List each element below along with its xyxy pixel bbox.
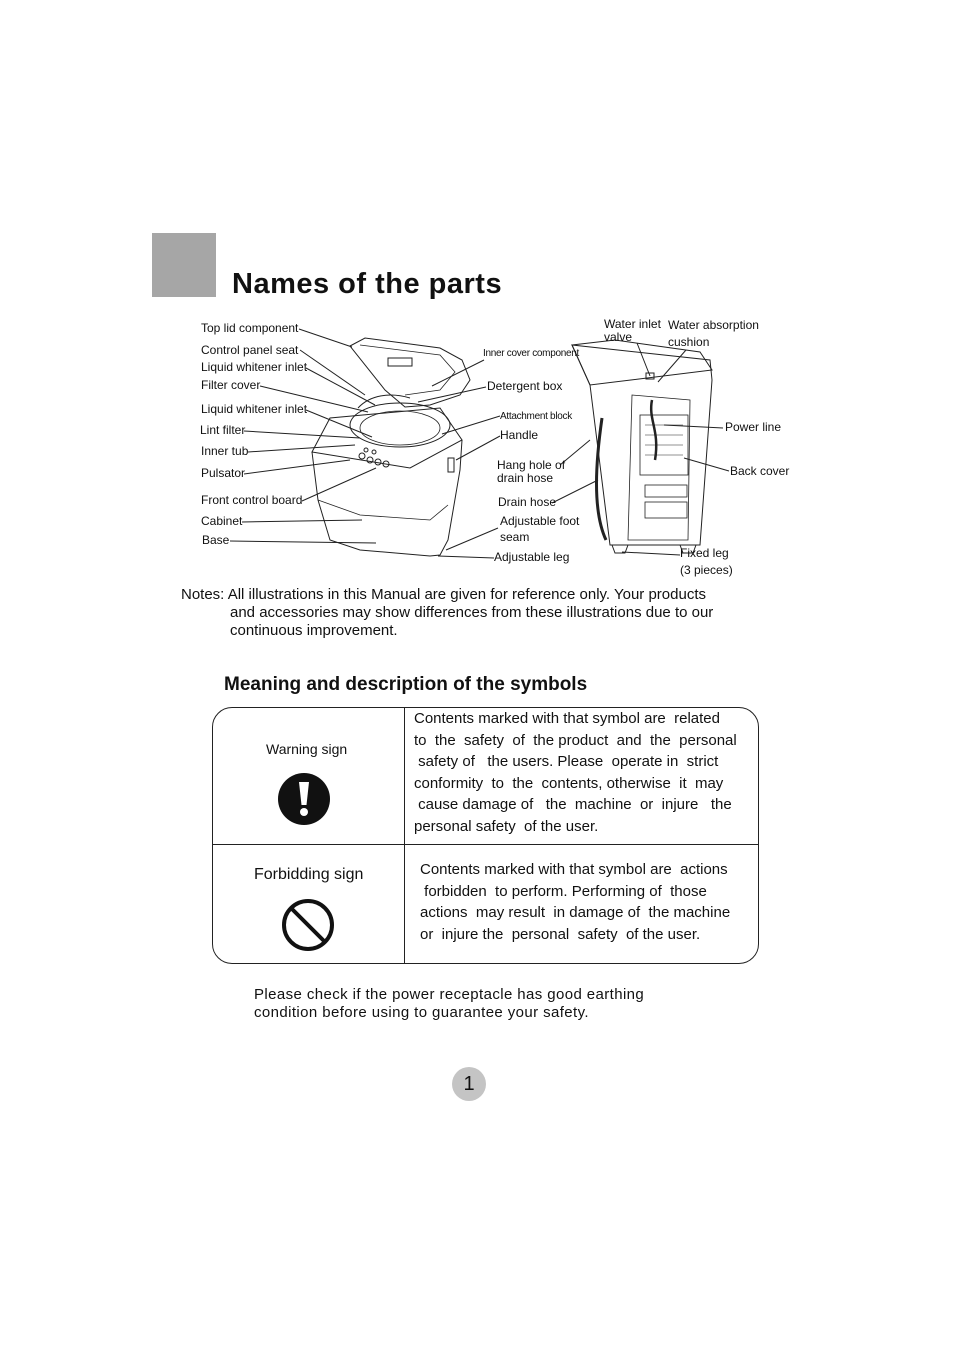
label-inner-cover-component: Inner cover component <box>483 348 579 359</box>
notes-paragraph <box>181 586 781 640</box>
warning-desc-line: personal safety of the user. <box>414 817 599 835</box>
warning-desc-line: safety of the users. Please operate in strict <box>414 753 719 770</box>
label-adjustable-leg: Adjustable leg <box>494 550 570 564</box>
front-machine-tub <box>350 403 450 447</box>
label-power-line: Power line <box>725 420 782 434</box>
warning-desc-line: conformity to the contents, otherwise it may <box>414 774 724 792</box>
page-title: Names of the parts <box>232 268 503 300</box>
washing-machine-diagram <box>0 0 954 600</box>
label-water-absorption-cushion-line2: cushion <box>668 335 710 349</box>
table-row-divider <box>212 844 759 845</box>
label-fixed-leg: Fixed leg <box>680 546 729 560</box>
forbidding-desc-line: actions may result in damage of the machine <box>420 904 731 921</box>
safety-note-line-1: Please check if the power receptacle has good earthing <box>254 986 645 1003</box>
label-base: Base <box>202 533 230 547</box>
label-hang-hole-line2: drain hose <box>497 471 554 485</box>
table-column-divider <box>404 707 405 964</box>
label-adjustable-foot-line2: seam <box>500 530 530 544</box>
label-back-cover: Back cover <box>730 464 790 478</box>
warning-desc-line: cause damage of the machine or injure the <box>414 796 732 813</box>
safety-note <box>254 986 644 1022</box>
warning-sign-description <box>414 708 737 837</box>
forbidding-desc-line: forbidden to perform. Performing of those <box>420 882 707 900</box>
front-machine-cabinet <box>312 440 462 556</box>
notes-line-1: Notes: All illustrations in this Manual are given for reference only. Your products <box>181 586 706 603</box>
label-pulsator: Pulsator <box>201 466 246 480</box>
page-number: 1 <box>452 1067 486 1101</box>
warning-desc-line: to the safety of the product and the personal <box>414 731 737 749</box>
label-control-panel-seat: Control panel seat <box>201 343 299 357</box>
label-inner-tub: Inner tub <box>201 444 249 458</box>
label-lint-filter: Lint filter <box>200 423 246 437</box>
label-attachment-block: Attachment block <box>500 411 572 422</box>
label-top-lid-component: Top lid component <box>201 321 299 335</box>
label-liquid-whitener-inlet-2: Liquid whitener inlet <box>201 402 308 416</box>
label-drain-hose: Drain hose <box>498 495 557 509</box>
label-water-inlet-valve-line2: valve <box>604 330 633 344</box>
label-front-control-board: Front control board <box>201 493 303 507</box>
label-fixed-leg-line2: (3 pieces) <box>680 563 733 577</box>
label-liquid-whitener-inlet-1: Liquid whitener inlet <box>201 360 308 374</box>
prohibition-circle-icon <box>281 897 335 953</box>
front-machine-lid <box>350 338 470 407</box>
label-cabinet: Cabinet <box>201 514 243 528</box>
forbidding-sign-description <box>420 859 730 945</box>
notes-line-3: continuous improvement. <box>230 622 398 639</box>
label-filter-cover: Filter cover <box>201 378 261 392</box>
label-water-absorption-cushion: Water absorption <box>668 318 759 332</box>
forbidding-desc-line: Contents marked with that symbol are actions <box>420 861 728 878</box>
label-hang-hole: Hang hole of <box>497 458 566 472</box>
forbidding-desc-line: or injure the personal safety of the user. <box>420 925 701 943</box>
exclamation-circle-icon <box>277 772 331 826</box>
symbols-heading: Meaning and description of the symbols <box>224 674 588 695</box>
label-water-inlet-valve: Water inlet <box>604 317 661 331</box>
label-detergent-box: Detergent box <box>487 379 563 393</box>
notes-line-2: and accessories may show differences from these illustrations due to our <box>230 604 714 621</box>
label-handle: Handle <box>500 428 539 442</box>
forbidding-sign-label: Forbidding sign <box>254 866 364 883</box>
label-adjustable-foot: Adjustable foot <box>500 514 580 528</box>
warning-desc-line: Contents marked with that symbol are related <box>414 710 720 727</box>
safety-note-line-2: condition before using to guarantee your safety. <box>254 1004 589 1021</box>
back-machine-cabinet <box>572 345 712 545</box>
warning-sign-label: Warning sign <box>266 741 348 757</box>
